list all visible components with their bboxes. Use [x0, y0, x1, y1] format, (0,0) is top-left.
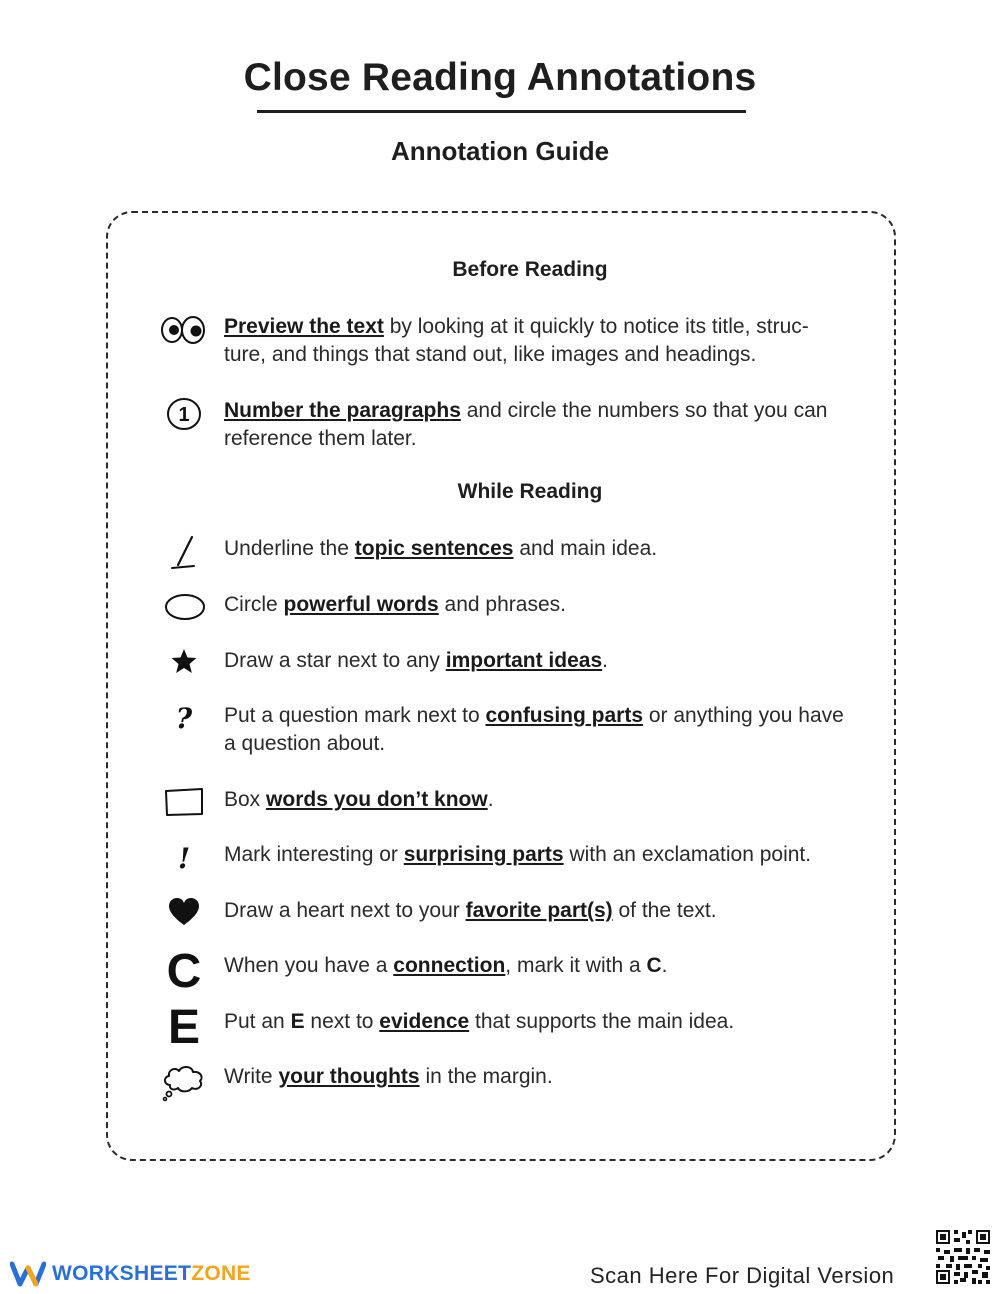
letter-e-icon: [160, 1001, 208, 1054]
svg-text:1: 1: [178, 404, 190, 426]
circle-icon: [160, 591, 208, 631]
item-text: Draw a star next to any important ideas.: [224, 649, 608, 672]
circled-number-icon: [160, 397, 208, 437]
item-text: Preview the text by looking at it quickly to notice its title, struc- ture, and things that stand out, like images and headings.: [224, 315, 809, 366]
item-text: Circle powerful words and phrases.: [224, 593, 566, 616]
item-text: Write your thoughts in the margin.: [224, 1065, 553, 1088]
title-underline: [257, 110, 746, 113]
exclamation-icon: [160, 841, 208, 881]
item-text: When you have a connection, mark it with a C.: [224, 954, 668, 977]
item-text: Mark interesting or surprising parts with an exclamation point.: [224, 843, 812, 866]
question-mark-icon: [160, 702, 208, 742]
worksheetzone-logo[interactable]: [10, 1258, 251, 1290]
box-icon: [160, 786, 208, 826]
qr-code-icon: [934, 1228, 992, 1286]
item-text: Number the paragraphs and circle the numbers so that you can reference them later.: [224, 399, 828, 450]
underline-icon: [160, 535, 208, 575]
scan-caption: Scan Here For Digital Version: [590, 1263, 895, 1288]
section-heading-while: While Reading: [457, 480, 603, 503]
heart-icon: [160, 897, 208, 937]
item-text: Put a question mark next to confusing parts or anything you have a question about.: [224, 704, 844, 755]
letter-c-glyph: C: [166, 945, 202, 998]
item-text: Put an E next to evidence that supports the main idea.: [224, 1010, 735, 1033]
star-icon: [160, 647, 208, 687]
exclamation-glyph: !: [177, 842, 191, 875]
logo-text: WORKSHEETZONE: [52, 1262, 251, 1285]
question-mark-glyph: ?: [175, 702, 193, 735]
logo-mark-icon: [10, 1260, 46, 1288]
qr-code[interactable]: [934, 1228, 992, 1286]
page-subtitle: Annotation Guide: [390, 136, 610, 166]
section-heading-before: Before Reading: [452, 258, 608, 281]
item-text: Draw a heart next to your favorite part(s) of the text.: [224, 899, 717, 922]
item-text: Box words you don’t know.: [224, 788, 494, 811]
letter-c-icon: [160, 945, 208, 998]
eyes-icon: [160, 313, 208, 353]
letter-e-glyph: E: [167, 1001, 200, 1054]
thought-bubble-icon: [160, 1063, 208, 1103]
page-title: Close Reading Annotations: [243, 56, 757, 99]
item-text: Underline the topic sentences and main idea.: [224, 537, 658, 560]
